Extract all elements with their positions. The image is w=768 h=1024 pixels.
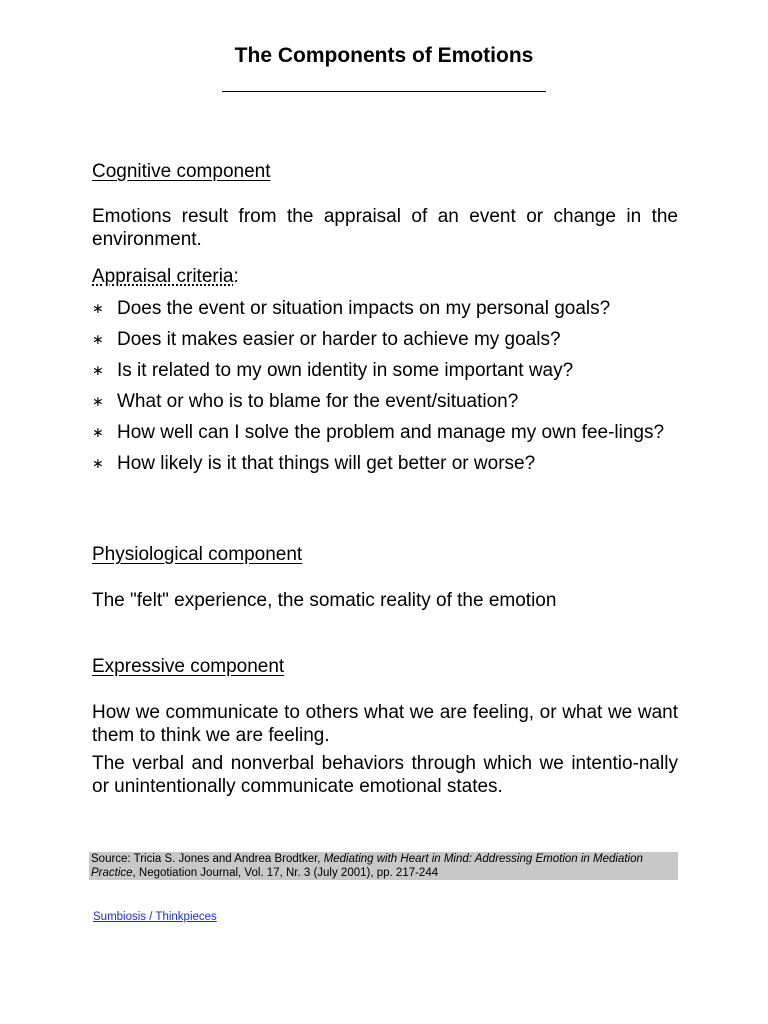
appraisal-criteria-list [92,297,678,483]
expressive-body-1: How we communicate to others what we are feeling, or what we want them to think we are feeling. [92,702,678,746]
list-item-text: Does the event or situation impacts on my personal goals? [117,298,611,319]
cognitive-heading: Cognitive component [92,161,271,182]
physiological-body: The "felt" experience, the somatic reality of the emotion [92,590,557,611]
list-item [92,359,678,382]
source-suffix: , Negotiation Journal, Vol. 17, Nr. 3 (July 2001), pp. 217-244 [132,867,439,879]
list-item [92,452,678,475]
title-underline-rule [222,91,546,92]
expressive-body-2: The verbal and nonverbal behaviors through which we intentio-nally or unintentionally communicate emotional states. [92,753,678,797]
appraisal-criteria-text: Appraisal criteria [92,266,234,287]
expressive-heading: Expressive component [92,656,285,677]
source-prefix: Source: Tricia S. Jones and Andrea Brodtker, [91,853,324,865]
list-item-text: What or who is to blame for the event/situation? [117,391,519,412]
list-item-text: How well can I solve the problem and manage my own fee-lings? [117,422,665,443]
list-item-text: Does it makes easier or harder to achieve my goals? [117,329,561,350]
footer-link[interactable]: Sumbiosis / Thinkpieces [93,911,217,923]
list-item [92,328,678,351]
asterisk-bullet-icon: ∗ [92,300,104,316]
physiological-heading: Physiological component [92,544,303,565]
list-item [92,421,678,444]
asterisk-bullet-icon: ∗ [92,331,104,347]
asterisk-bullet-icon: ∗ [92,424,104,440]
appraisal-criteria-label [92,265,678,288]
asterisk-bullet-icon: ∗ [92,362,104,378]
list-item-text: Is it related to my own identity in some important way? [117,360,574,381]
source-citation [89,852,678,880]
list-item-text: How likely is it that things will get better or worse? [117,453,536,474]
asterisk-bullet-icon: ∗ [92,455,104,471]
list-item [92,390,678,413]
asterisk-bullet-icon: ∗ [92,393,104,409]
cognitive-body: Emotions result from the appraisal of an event or change in the environment. [92,206,678,250]
appraisal-criteria-colon: : [233,266,239,287]
page-title: The Components of Emotions [234,44,534,67]
list-item [92,297,678,320]
source-work-title: Mediating with Heart in Mind: Addressing Emotion in Mediation Practice [91,853,643,879]
